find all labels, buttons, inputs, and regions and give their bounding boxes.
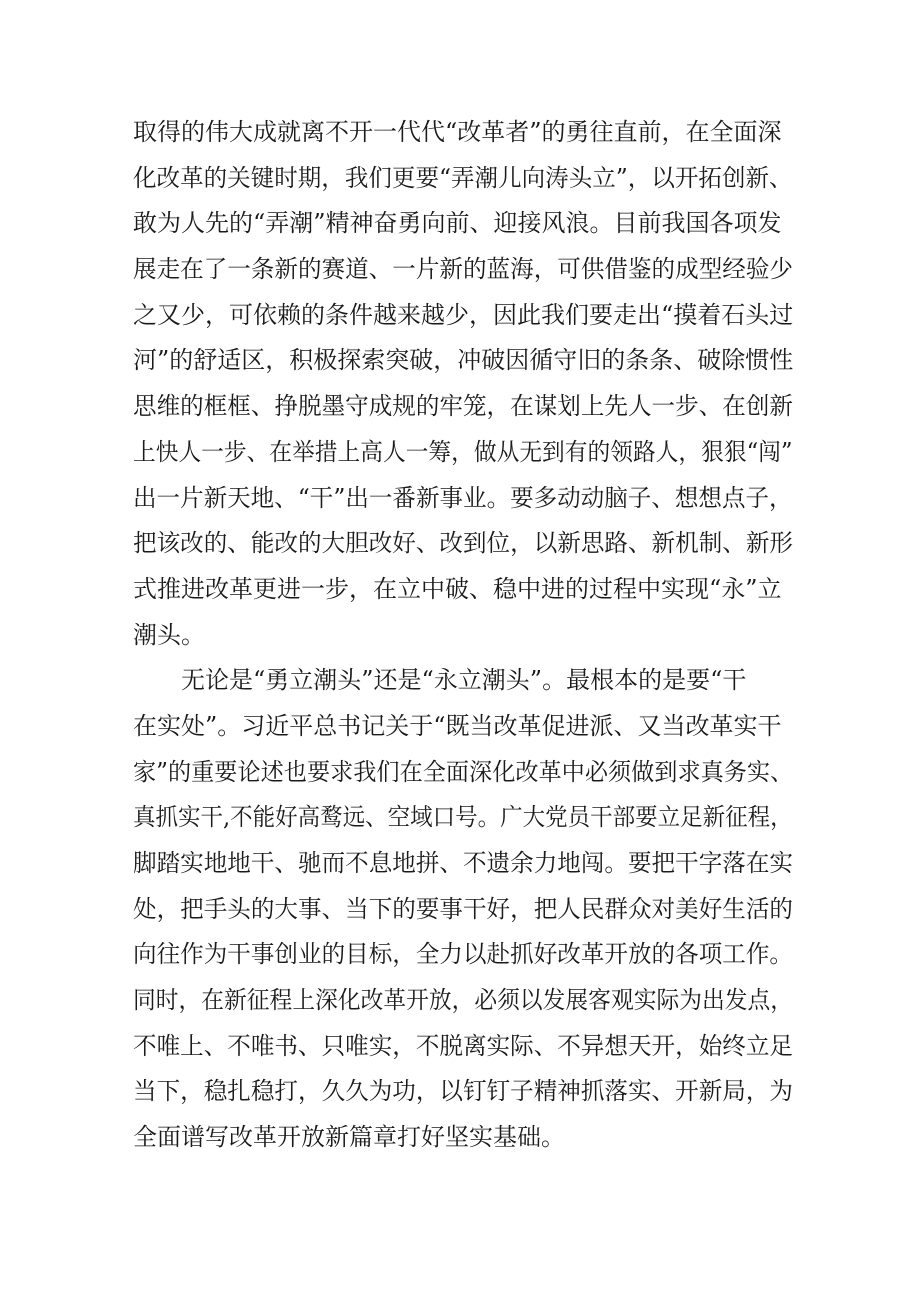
document-body — [133, 110, 793, 1161]
text-line: 无论是“勇立潮头”还是“永立潮头”。最根本的是要“干 — [133, 666, 747, 695]
text-line: 之又少，可依赖的条件越来越少，因此我们要走出“摸着石头过 — [133, 300, 794, 329]
text-line: 化改革的关键时期，我们更要“弄潮儿向涛头立”，以开拓创新、 — [133, 163, 793, 192]
text-line: 不唯上、不唯书、只唯实，不脱离实际、不异想天开，始终立足 — [133, 1031, 793, 1060]
text-line: 潮头。 — [133, 620, 205, 649]
text-line: 全面谱写改革开放新篇章打好坚实基础。 — [133, 1123, 565, 1152]
text-line: 真抓实干,不能好高鹜远、空域口号。广大党员干部要立足新征程， — [133, 803, 793, 832]
text-line: 同时，在新征程上深化改革开放，必须以发展客观实际为出发点， — [133, 986, 794, 1015]
text-line: 家”的重要论述也要求我们在全面深化改革中必须做到求真务实、 — [133, 757, 794, 786]
text-line: 把该改的、能改的大胆改好、改到位，以新思路、新机制、新形 — [133, 529, 793, 558]
text-line: 当下，稳扎稳打，久久为功，以钉钉子精神抓落实、开新局，为 — [133, 1077, 793, 1106]
text-line: 处，把手头的大事、当下的要事干好，把人民群众对美好生活的 — [133, 894, 793, 923]
text-line: 展走在了一条新的赛道、一片新的蓝海，可供借鉴的成型经验少 — [133, 255, 793, 284]
paragraph-2 — [133, 658, 793, 1161]
text-line: 出一片新天地、“干”出一番新事业。要多动动脑子、想想点子， — [133, 483, 793, 512]
text-line: 向往作为干事创业的目标，全力以赴抓好改革开放的各项工作。 — [133, 940, 793, 969]
text-line: 在实处”。习近平总书记关于“既当改革促进派、又当改革实干 — [133, 711, 782, 740]
paragraph-1 — [133, 110, 793, 658]
text-line: 取得的伟大成就离不开一代代“改革者”的勇往直前，在全面深 — [133, 118, 782, 146]
text-line: 敢为人先的“弄潮”精神奋勇向前、迎接风浪。目前我国各项发 — [133, 209, 782, 238]
text-line: 思维的框框、挣脱墨守成规的牢笼，在谋划上先人一步、在创新 — [133, 392, 793, 421]
text-line: 上快人一步、在举措上高人一筹，做从无到有的领路人，狠狠“闯” — [133, 437, 793, 466]
text-line: 河”的舒适区，积极探索突破，冲破因循守旧的条条、破除惯性 — [133, 346, 794, 375]
text-line: 脚踏实地地干、驰而不息地拼、不遗余力地闯。要把干字落在实 — [133, 849, 793, 877]
text-line: 式推进改革更进一步，在立中破、稳中进的过程中实现“永”立 — [133, 574, 782, 603]
